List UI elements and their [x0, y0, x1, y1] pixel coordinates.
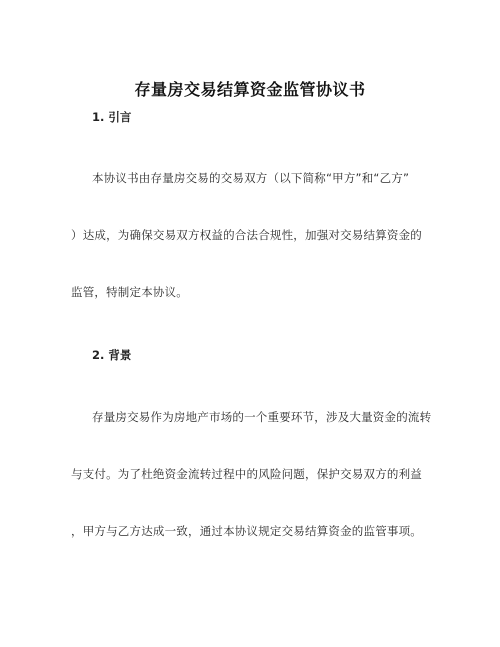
- paragraph-line: 本协议书由存量房交易的交易双方（以下简称“甲方”和“乙方”: [92, 171, 410, 185]
- paragraph-line: ，甲方与乙方达成一致，通过本协议规定交易结算资金的监管事项。: [71, 524, 422, 538]
- section-heading-introduction: 1. 引言: [92, 110, 132, 124]
- paragraph-line: 与支付。为了杜绝资金流转过程中的风险问题，保护交易双方的利益: [71, 467, 422, 481]
- paragraph-line: 监管，特制定本协议。: [71, 285, 188, 299]
- paragraph-line: 存量房交易作为房地产市场的一个重要环节，涉及大量资金的流转: [92, 410, 432, 424]
- section-heading-background: 2. 背景: [92, 348, 132, 362]
- paragraph-line: ）达成，为确保交易双方权益的合法合规性，加强对交易结算资金的: [71, 228, 422, 242]
- page-title: 存量房交易结算资金监管协议书: [134, 80, 366, 99]
